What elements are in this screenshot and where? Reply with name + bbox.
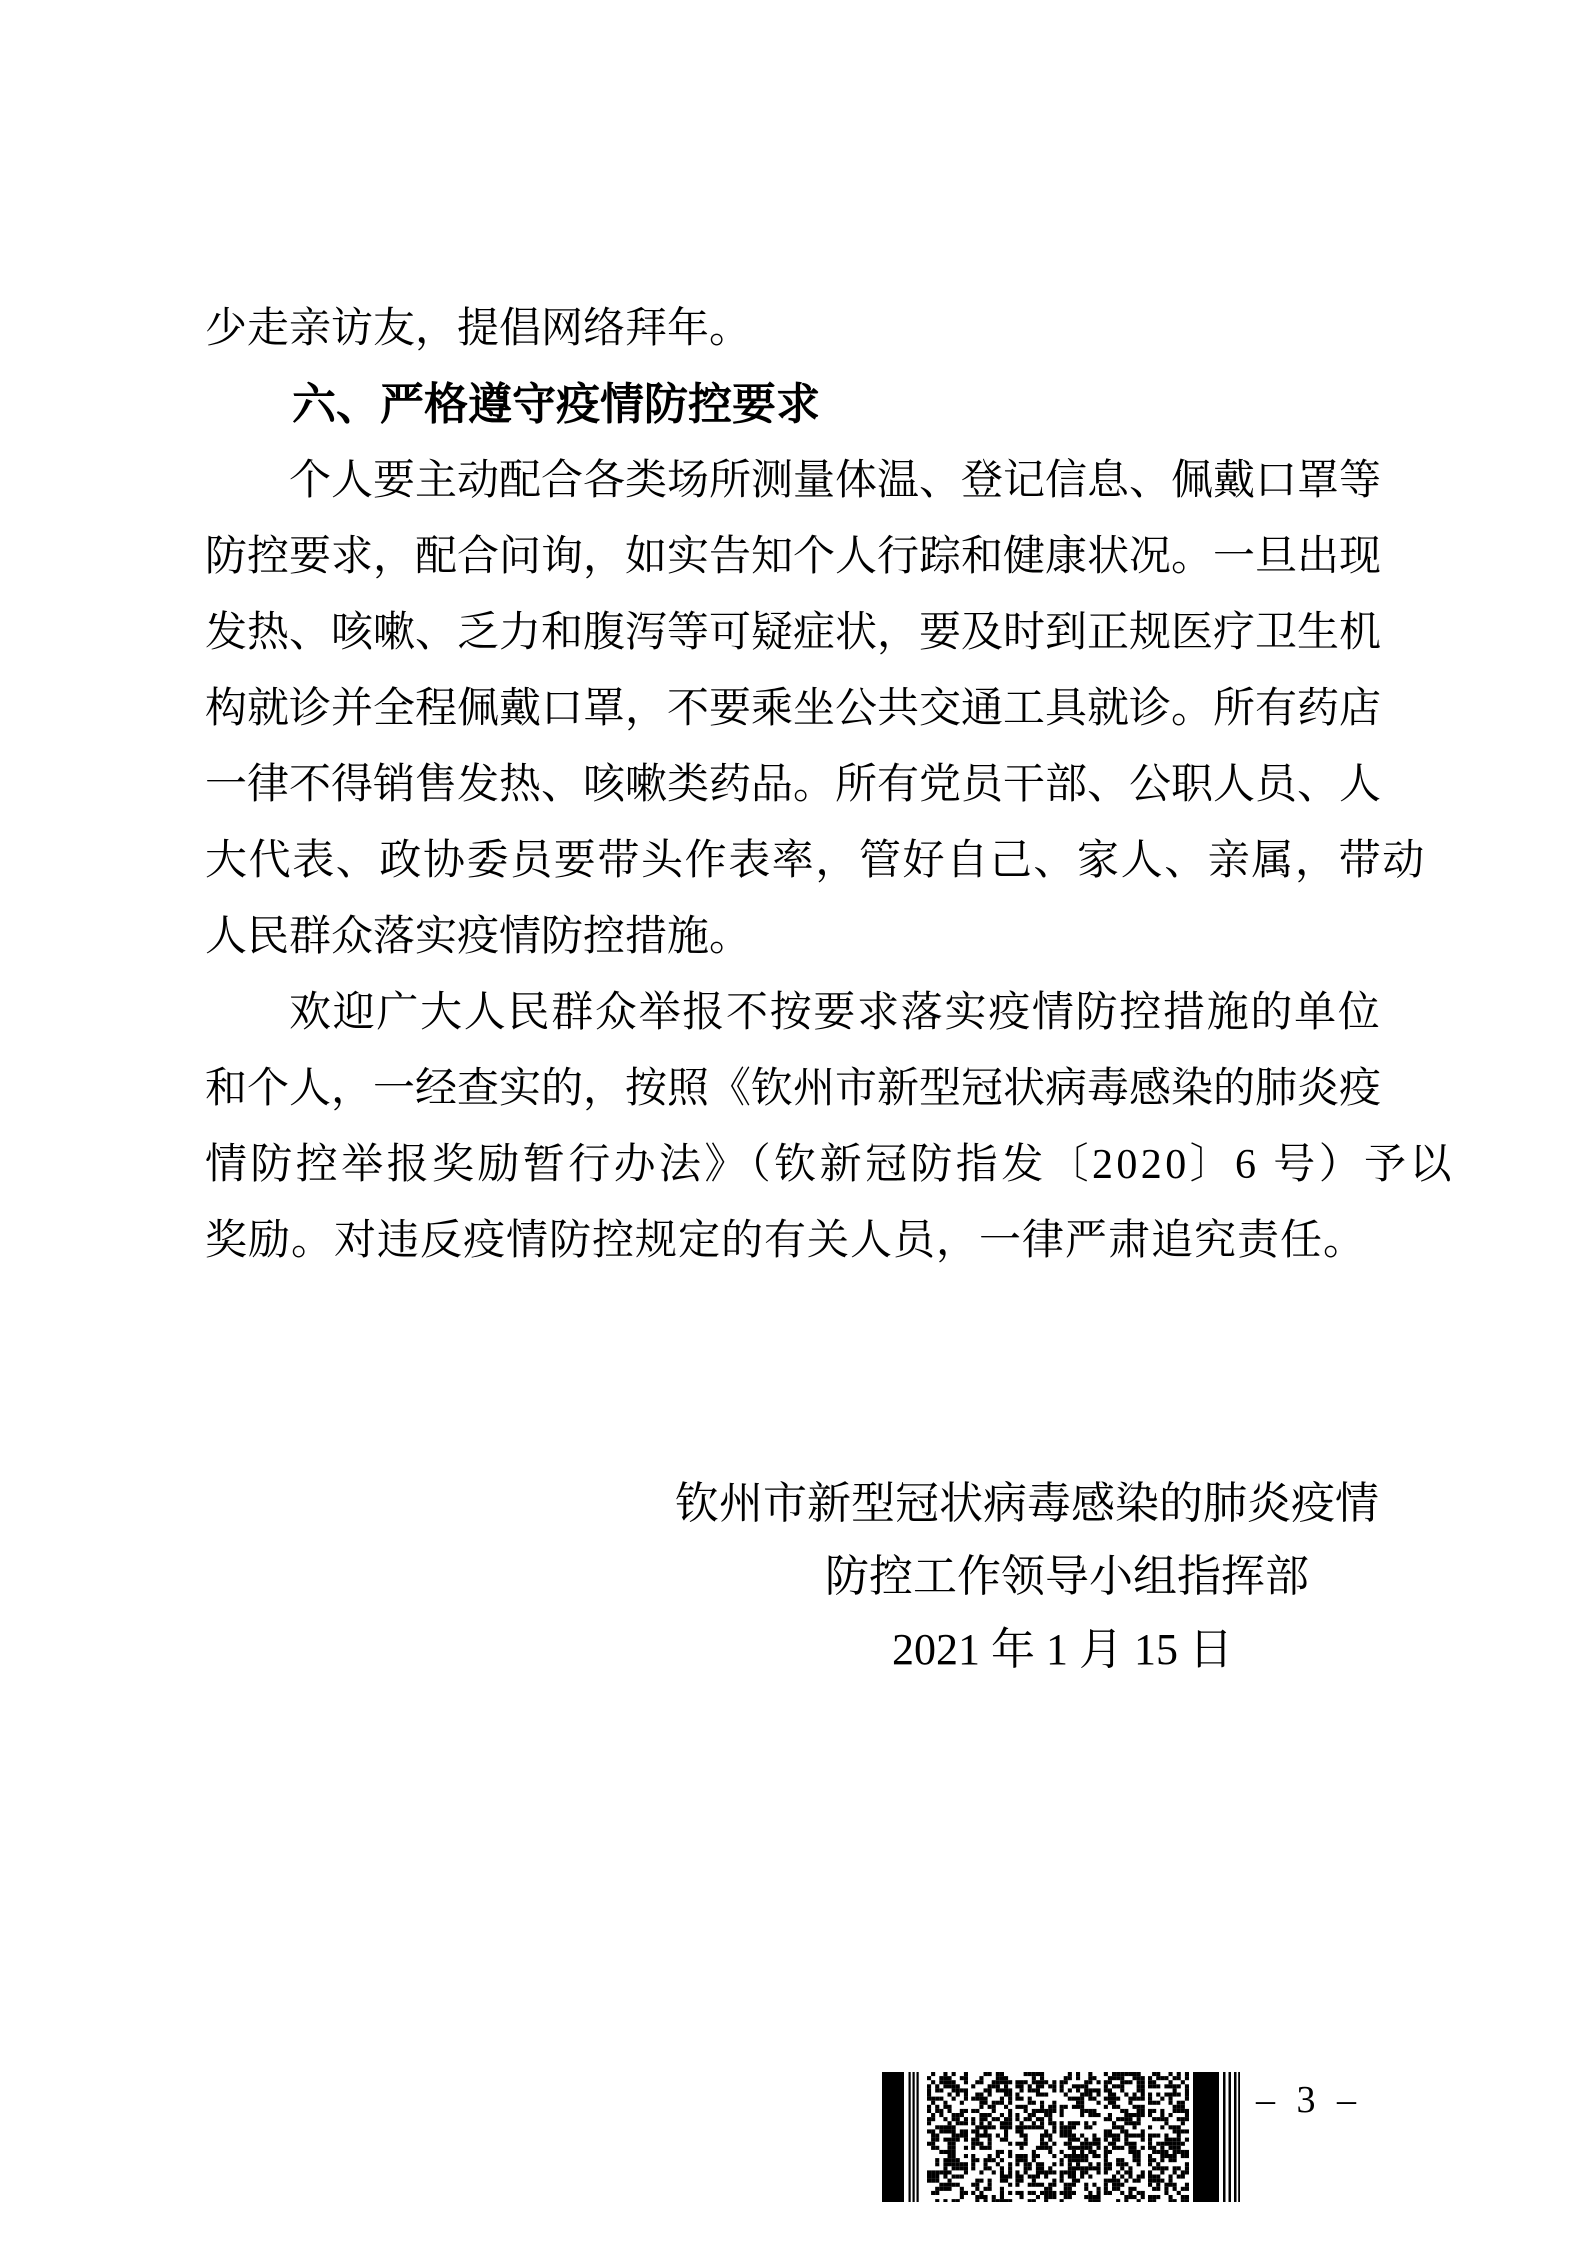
signature-org-line-1: 钦州市新型冠状病毒感染的肺炎疫情 bbox=[675, 1479, 1379, 1528]
page-number: – 3 – bbox=[1256, 2079, 1362, 2121]
body-line-11: 和个人，一经查实的，按照《钦州市新型冠状病毒感染的肺炎疫 bbox=[205, 1066, 1382, 1112]
document-body bbox=[205, 291, 1455, 1279]
body-line-10: 欢迎广大人民群众举报不按要求落实疫情防控措施的单位 bbox=[289, 990, 1382, 1036]
body-line-4: 防控要求，配合问询，如实告知个人行踪和健康状况。一旦出现 bbox=[205, 534, 1382, 580]
body-line-8: 大代表、政协委员要带头作表率，管好自己、家人、亲属，带动 bbox=[205, 838, 1426, 884]
body-line-9: 人民群众落实疫情防控措施。 bbox=[205, 914, 752, 960]
body-line-7: 一律不得销售发热、咳嗽类药品。所有党员干部、公职人员、人 bbox=[205, 762, 1382, 808]
body-line-5: 发热、咳嗽、乏力和腹泻等可疑症状，要及时到正规医疗卫生机 bbox=[205, 610, 1382, 656]
body-line-1: 少走亲访友，提倡网络拜年。 bbox=[205, 306, 752, 352]
signature-date: 2021 年 1 月 15 日 bbox=[892, 1625, 1233, 1674]
body-line-13: 奖励。对违反疫情防控规定的有关人员，一律严肃追究责任。 bbox=[205, 1218, 1367, 1264]
section-heading: 六、严格遵守疫情防控要求 bbox=[292, 380, 820, 429]
signature-org-line-2: 防控工作领导小组指挥部 bbox=[825, 1552, 1309, 1601]
body-line-12: 情防控举报奖励暂行办法》（钦新冠防指发〔2020〕6 号）予以 bbox=[205, 1142, 1455, 1188]
body-line-6: 构就诊并全程佩戴口罩，不要乘坐公共交通工具就诊。所有药店 bbox=[205, 686, 1382, 732]
body-line-3: 个人要主动配合各类场所测量体温、登记信息、佩戴口罩等 bbox=[289, 458, 1382, 504]
barcode-image bbox=[882, 2072, 1240, 2202]
